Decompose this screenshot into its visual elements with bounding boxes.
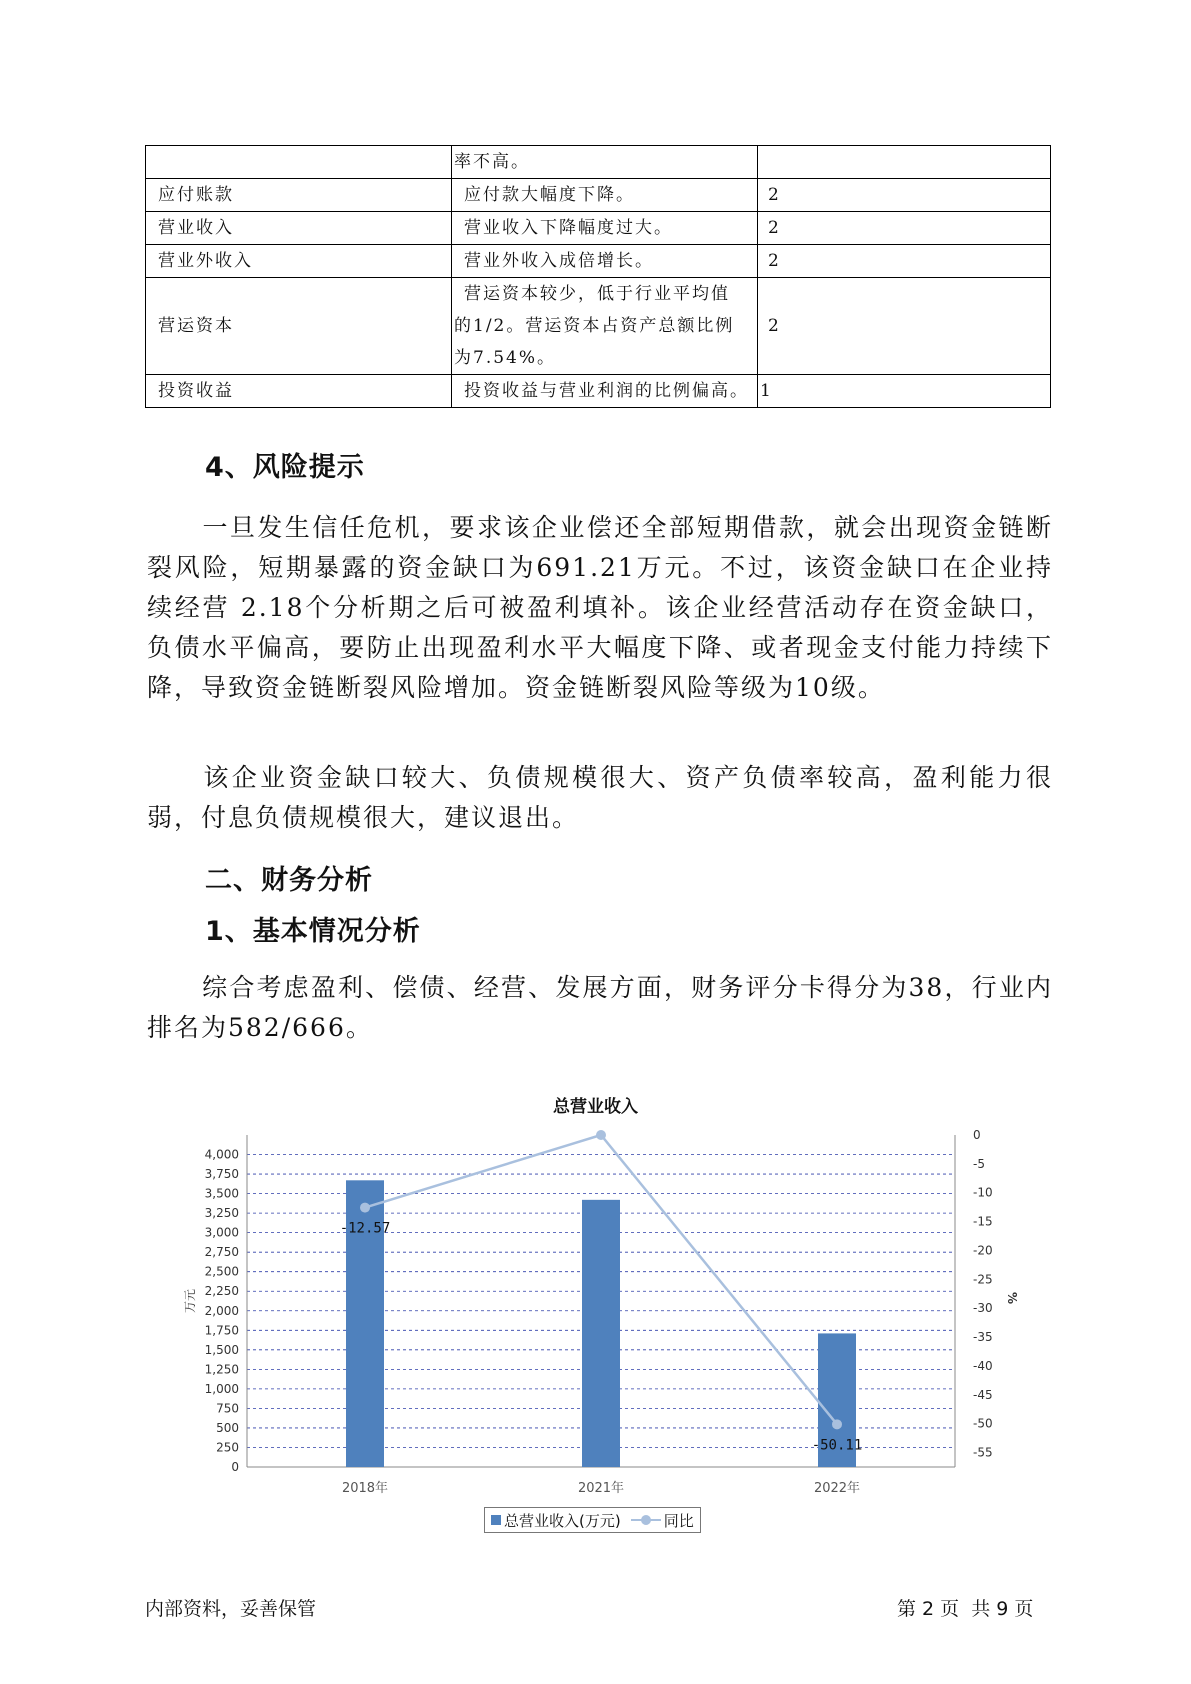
table-cell-score: 2 bbox=[758, 245, 1051, 278]
y-tick-label: 3,750 bbox=[204, 1167, 239, 1182]
table-cell-item: 应付账款 bbox=[146, 179, 452, 212]
risk-paragraph-2-text: 该企业资金缺口较大、负债规模很大、资产负债率较高，盈利能力很弱，付息负债规模很大，建议退出。 bbox=[147, 763, 1053, 832]
table-cell-desc: 营业外收入成倍增长。 bbox=[452, 245, 758, 278]
y2-tick-label: -40 bbox=[973, 1358, 993, 1373]
section-heading-risk: 4、风险提示 bbox=[205, 452, 365, 483]
bar bbox=[582, 1200, 620, 1467]
table-cell-desc: 应付款大幅度下降。 bbox=[452, 179, 758, 212]
y-tick-label: 3,500 bbox=[204, 1186, 239, 1201]
y-tick-label: 1,750 bbox=[204, 1323, 239, 1338]
table-cell-score: 2 bbox=[758, 179, 1051, 212]
data-label: -50.11 bbox=[811, 1437, 863, 1454]
data-label: -12.57 bbox=[339, 1220, 391, 1237]
x-tick-label: 2022年 bbox=[813, 1481, 861, 1496]
yoy-point bbox=[832, 1419, 842, 1429]
legend-bar-swatch bbox=[491, 1515, 501, 1525]
finance-paragraph-text: 综合考虑盈利、偿债、经营、发展方面，财务评分卡得分为38，行业内排名为582/666。 bbox=[147, 973, 1053, 1042]
section-heading-finance: 二、财务分析 bbox=[205, 865, 373, 896]
y2-tick-label: 0 bbox=[973, 1128, 981, 1142]
yoy-point bbox=[596, 1130, 606, 1140]
desc-line: 为7.54%。 bbox=[454, 348, 557, 368]
y-tick-label: 2,000 bbox=[204, 1303, 239, 1318]
y-tick-label: 1,250 bbox=[204, 1362, 239, 1377]
y-tick-label: 500 bbox=[216, 1420, 239, 1435]
table-cell-item: 营业收入 bbox=[146, 212, 452, 245]
x-tick-label: 2021年 bbox=[577, 1481, 625, 1496]
table-cell-score: 1 bbox=[758, 375, 1051, 408]
y-tick-label: 250 bbox=[216, 1440, 239, 1455]
footer-page-number: 第 2 页 共 9 页 bbox=[897, 1598, 1034, 1620]
y2-tick-label: -15 bbox=[973, 1214, 993, 1229]
table-cell-score: 2 bbox=[758, 212, 1051, 245]
y-tick-label: 2,250 bbox=[204, 1284, 239, 1299]
y-tick-label: 4,000 bbox=[204, 1147, 239, 1162]
desc-line: 营运资本较少，低于行业平均值 bbox=[464, 284, 730, 304]
y-tick-label: 0 bbox=[231, 1460, 239, 1474]
table-cell-desc: 率不高。 bbox=[452, 146, 758, 179]
table-cell-score: 2 bbox=[758, 278, 1051, 375]
y2-tick-label: -35 bbox=[973, 1330, 993, 1345]
y2-tick-label: -45 bbox=[973, 1387, 993, 1402]
y2-tick-label: -25 bbox=[973, 1272, 993, 1287]
table-cell-item: 投资收益 bbox=[146, 375, 452, 408]
chart-title: 总营业收入 bbox=[553, 1097, 638, 1117]
table-cell-desc: 营业收入下降幅度过大。 bbox=[452, 212, 758, 245]
y-tick-label: 750 bbox=[216, 1401, 239, 1416]
y2-tick-label: -50 bbox=[973, 1416, 993, 1431]
yoy-point bbox=[360, 1203, 370, 1213]
y2-axis-title: % bbox=[1005, 1291, 1019, 1305]
y2-tick-label: -20 bbox=[973, 1243, 993, 1258]
x-tick-label: 2018年 bbox=[341, 1481, 389, 1496]
chart-legend bbox=[484, 1507, 701, 1533]
y-tick-label: 1,500 bbox=[204, 1342, 239, 1357]
legend-line-swatch bbox=[631, 1515, 661, 1525]
y-tick-label: 2,500 bbox=[204, 1264, 239, 1279]
table-cell-desc: 投资收益与营业利润的比例偏高。 bbox=[452, 375, 758, 408]
y-tick-label: 3,000 bbox=[204, 1225, 239, 1240]
y-tick-label: 2,750 bbox=[204, 1245, 239, 1260]
y-tick-label: 1,000 bbox=[204, 1381, 239, 1396]
subsection-heading-basic: 1、基本情况分析 bbox=[205, 916, 421, 947]
y2-tick-label: -10 bbox=[973, 1185, 993, 1200]
desc-line: 的1/2。营运资本占资产总额比例 bbox=[454, 316, 735, 336]
risk-paragraph-1-text: 一旦发生信任危机，要求该企业偿还全部短期借款，就会出现资金链断裂风险，短期暴露的资金缺口为691.21万元。不过，该资金缺口在企业持续经营 2.18个分析期之后可被盈利填补。该企业经营活动存在资金缺口，负债水平偏高，要防止出现盈利水平大幅度下降、或者现金支付能力持续下降，导致资金链断裂风险增加。资金链断裂风险等级为10级。 bbox=[147, 513, 1053, 702]
footer-confidential: 内部资料，妥善保管 bbox=[145, 1598, 317, 1620]
legend-label-revenue: 总营业收入(万元) bbox=[504, 1511, 621, 1530]
table-cell-item: 营运资本 bbox=[146, 278, 452, 375]
y-axis-title: 万元 bbox=[183, 1288, 197, 1314]
y2-tick-label: -5 bbox=[973, 1156, 985, 1171]
y-tick-label: 3,250 bbox=[204, 1206, 239, 1221]
y2-tick-label: -30 bbox=[973, 1301, 993, 1316]
legend-label-yoy: 同比 bbox=[663, 1511, 694, 1530]
table-cell-item: 营业外收入 bbox=[146, 245, 452, 278]
y2-tick-label: -55 bbox=[973, 1445, 993, 1460]
